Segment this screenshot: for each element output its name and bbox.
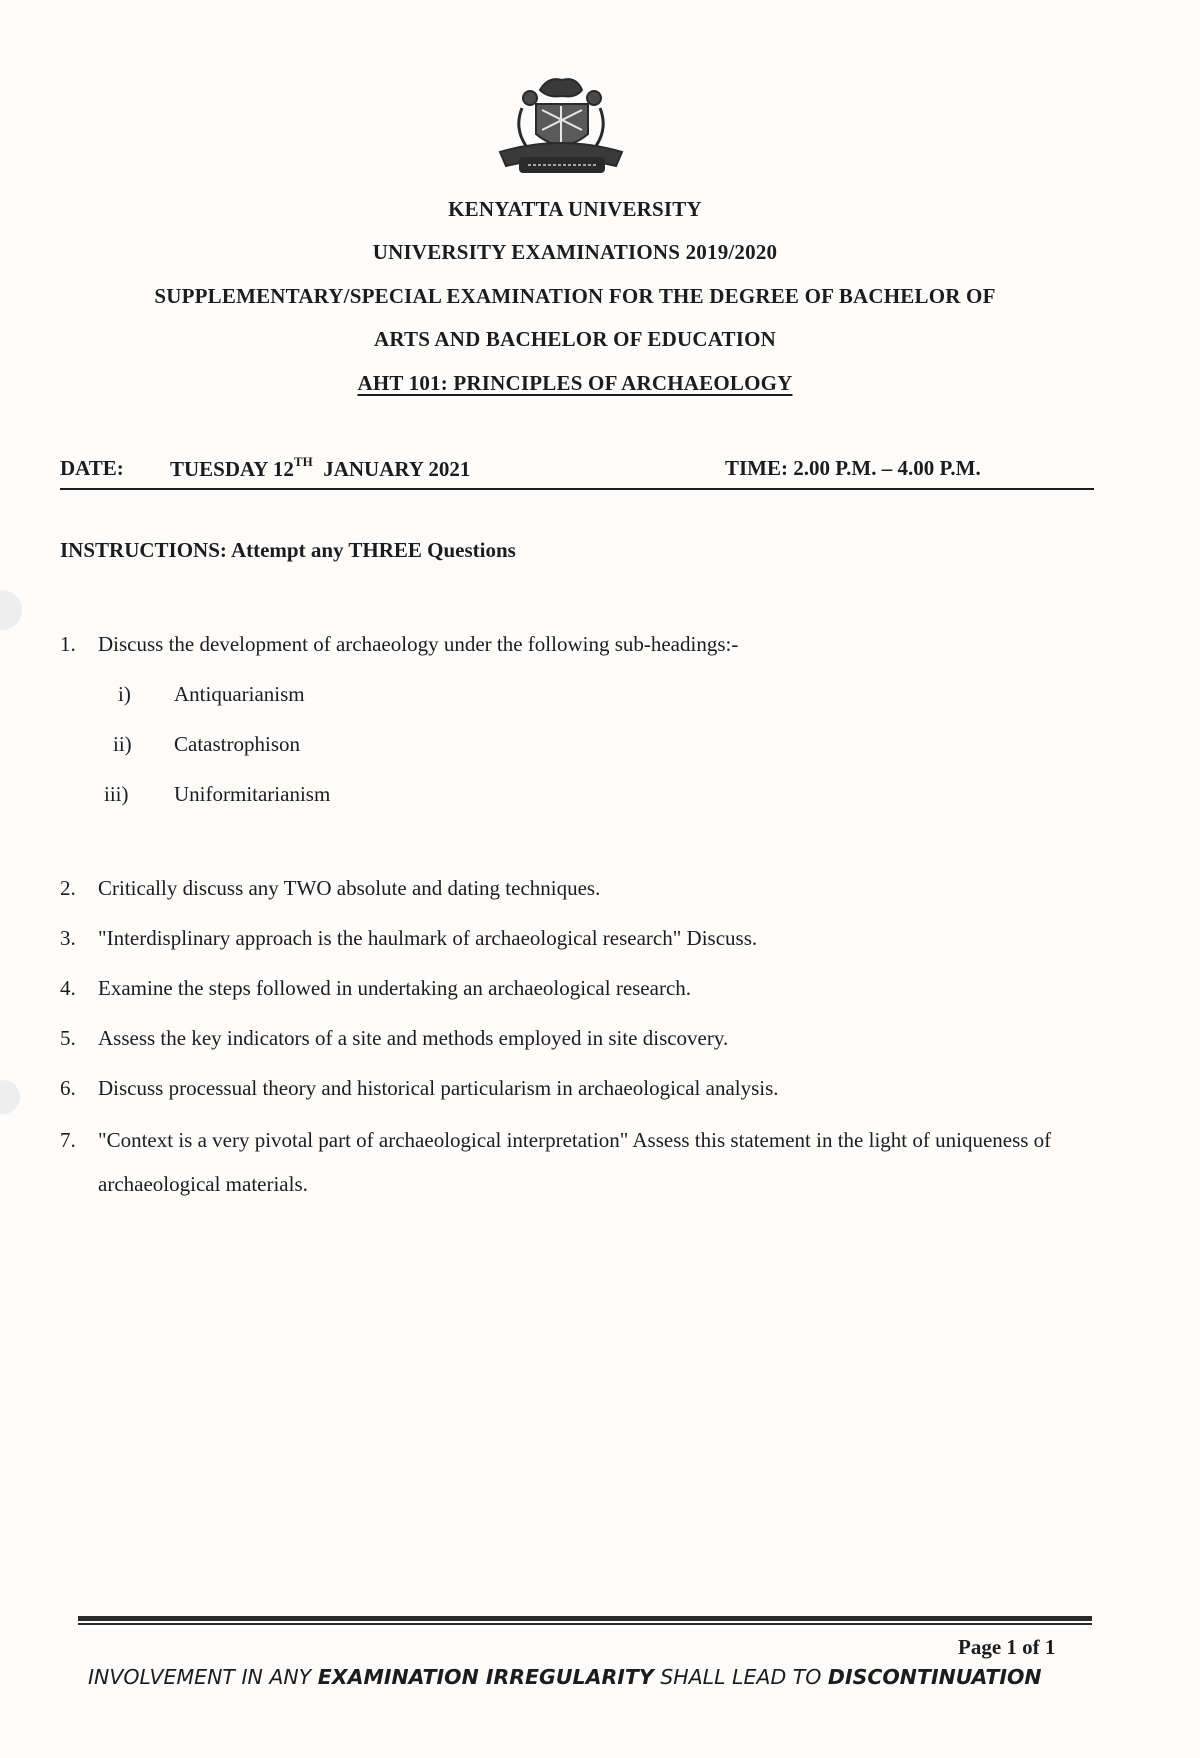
question-text: Discuss the development of archaeology under the following sub-headings:- — [98, 632, 739, 656]
page-number: Page 1 of 1 — [958, 1635, 1056, 1659]
subitem-label: i) — [118, 682, 131, 706]
exam-type-line2: ARTS AND BACHELOR OF EDUCATION — [374, 327, 776, 351]
subitem-text: Catastrophison — [174, 732, 300, 756]
subitem-text: Uniformitarianism — [174, 782, 331, 806]
question-number: 3. — [60, 926, 76, 950]
warning-part2: EXAMINATION IRREGULARITY — [317, 1665, 654, 1689]
university-name: KENYATTA UNIVERSITY — [448, 197, 702, 221]
question-text: Critically discuss any TWO absolute and dating techniques. — [98, 876, 601, 900]
punch-hole-mark — [0, 590, 22, 630]
subitem-text: Antiquarianism — [174, 682, 305, 706]
question-text: Discuss processual theory and historical particularism in archaeological analysis. — [98, 1076, 779, 1100]
irregularity-warning — [88, 1665, 1042, 1689]
exam-session: UNIVERSITY EXAMINATIONS 2019/2020 — [372, 240, 778, 264]
subitem-label: iii) — [104, 782, 129, 806]
course-title — [0, 371, 1150, 396]
instructions: INSTRUCTIONS: Attempt any THREE Questions — [60, 538, 516, 562]
footer-divider-thin — [78, 1623, 1092, 1625]
date-rest: JANUARY 2021 — [312, 457, 471, 481]
question-number: 6. — [60, 1076, 76, 1100]
question-text: Examine the steps followed in undertaking an archaeological research. — [98, 976, 692, 1000]
date-ordinal-suffix: TH — [293, 454, 313, 469]
warning-part3: SHALL LEAD TO — [653, 1665, 828, 1689]
course-title-text: AHT 101: PRINCIPLES OF ARCHAEOLOGY — [357, 371, 793, 395]
exam-type-line1: SUPPLEMENTARY/SPECIAL EXAMINATION FOR THE DEGREE OF BACHELOR OF — [154, 284, 996, 308]
question-text: Assess the key indicators of a site and methods employed in site discovery. — [98, 1026, 729, 1050]
date-prefix: TUESDAY 12 — [170, 457, 294, 481]
exam-time: TIME: 2.00 P.M. – 4.00 P.M. — [725, 456, 981, 480]
subitem-label: ii) — [113, 732, 132, 756]
question-text: "Interdisplinary approach is the haulmark of archaeological research" Discuss. — [98, 926, 758, 950]
question-text: "Context is a very pivotal part of archaeological interpretation" Assess this statement in the light of uniqueness of archaeological materials. — [98, 1128, 1052, 1196]
question-number: 2. — [60, 876, 76, 900]
kenyatta-university-crest-icon — [490, 68, 632, 186]
warning-part1: INVOLVEMENT IN ANY — [88, 1665, 318, 1689]
header-divider — [60, 488, 1094, 490]
footer-divider-thick — [78, 1616, 1092, 1621]
warning-part4: DISCONTINUATION — [827, 1665, 1042, 1689]
question-number: 4. — [60, 976, 76, 1000]
punch-hole-mark — [0, 1080, 20, 1114]
exam-date — [170, 456, 470, 482]
question-number: 7. — [60, 1128, 76, 1152]
date-label: DATE: — [60, 456, 124, 480]
question-number: 1. — [60, 632, 76, 656]
question-number: 5. — [60, 1026, 76, 1050]
